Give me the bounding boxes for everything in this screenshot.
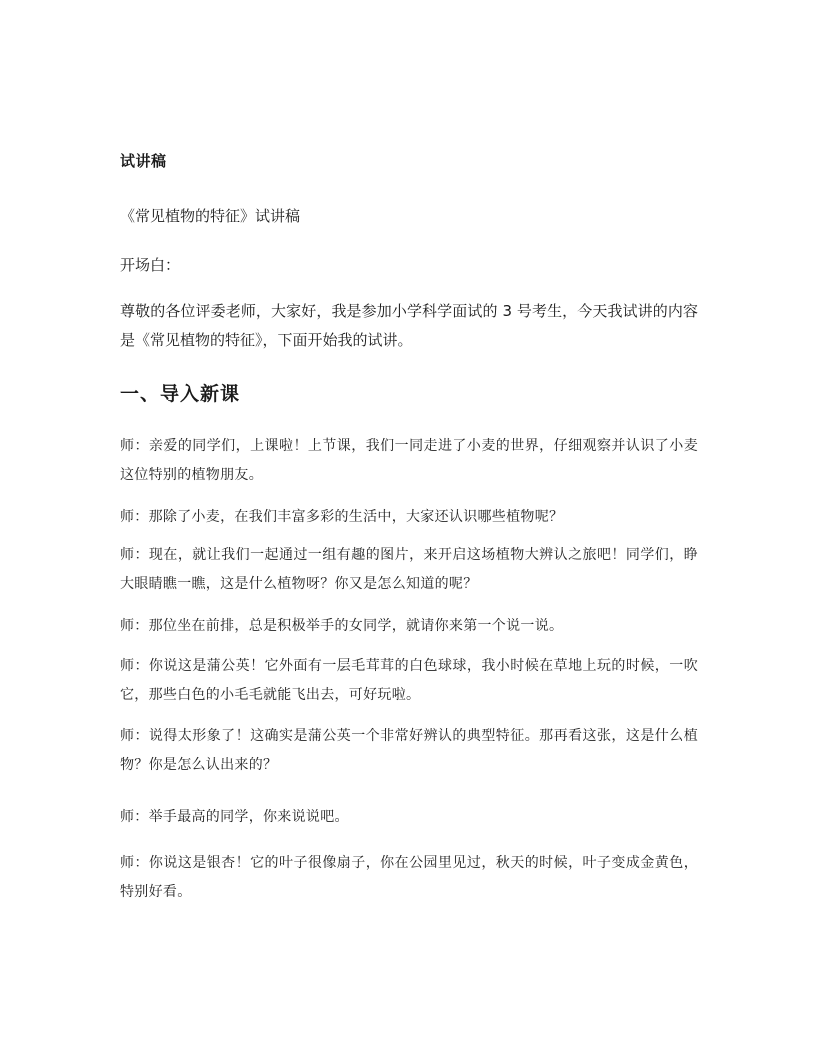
section-heading: 一、导入新课 (120, 383, 241, 405)
dialogue-paragraph: 师：你说这是银杏！它的叶子很像扇子，你在公园里见过，秋天的时候，叶子变成金黄色，特别好看。 (120, 855, 698, 900)
dialogue-paragraph: 师：那位坐在前排，总是积极举手的女同学，就请你来第一个说一说。 (120, 618, 564, 634)
dialogue-paragraph: 师：亲爱的同学们，上课啦！上节课，我们一同走进了小麦的世界，仔细观察并认识了小麦这位特别的植物朋友。 (120, 438, 698, 483)
dialogue-paragraph: 师：那除了小麦，在我们丰富多彩的生活中，大家还认识哪些植物呢？ (120, 509, 564, 525)
opening-label: 开场白： (120, 256, 181, 274)
intro-paragraph: 尊敬的各位评委老师，大家好，我是参加小学科学面试的 3 号考生，今天我试讲的内容是《常见植物的特征》，下面开始我的试讲。 (120, 302, 698, 349)
document-label: 试讲稿 (120, 152, 167, 170)
dialogue-paragraph: 师：说得太形象了！这确实是蒲公英一个非常好辨认的典型特征。那再看这张，这是什么植物？你是怎么认出来的？ (120, 728, 698, 773)
dialogue-paragraph: 师：你说这是蒲公英！它外面有一层毛茸茸的白色球球，我小时候在草地上玩的时候，一吹它，那些白色的小毛毛就能飞出去，可好玩啦。 (120, 658, 698, 703)
dialogue-paragraph: 师：举手最高的同学，你来说说吧。 (120, 809, 349, 825)
document-subtitle: 《常见植物的特征》试讲稿 (120, 207, 301, 225)
dialogue-paragraph: 师：现在，就让我们一起通过一组有趣的图片，来开启这场植物大辨认之旅吧！同学们，睁大眼睛瞧一瞧，这是什么植物呀？你又是怎么知道的呢？ (120, 547, 698, 592)
